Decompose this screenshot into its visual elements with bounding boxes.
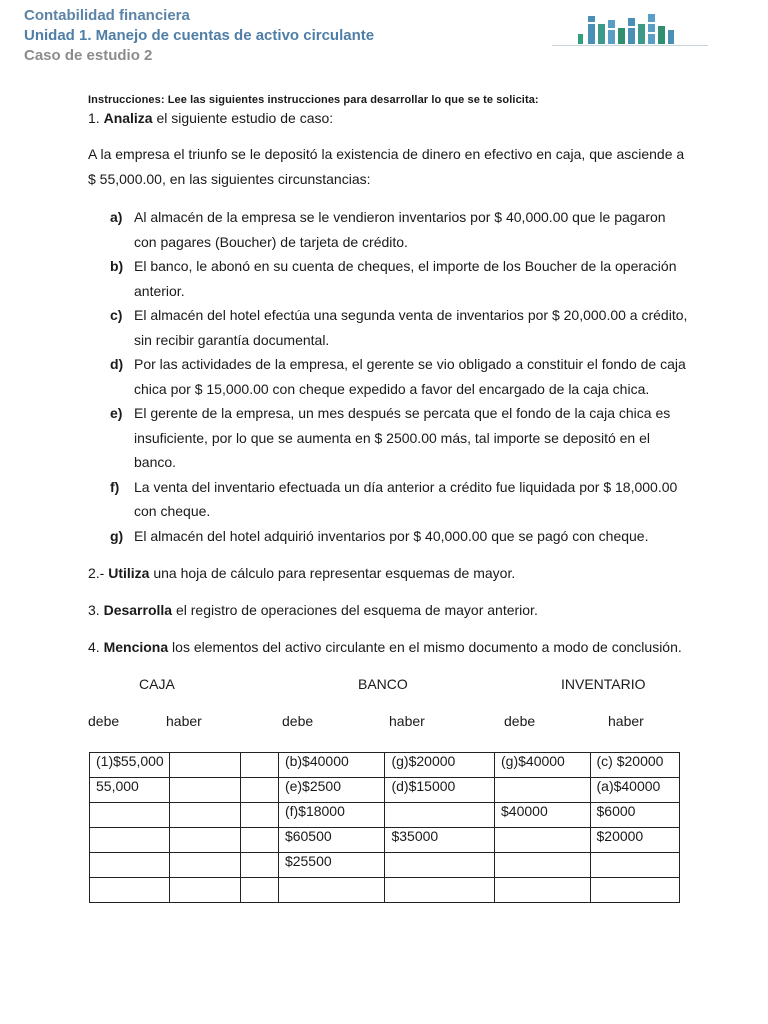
case-step [88,254,688,303]
question-1-verb: Analiza [103,110,153,126]
ledger-cell: 55,000 [90,778,170,803]
account-title-inventario: INVENTARIO [561,676,646,692]
case-step [88,401,688,475]
ledger-cell [90,853,170,878]
case-step-text: Al almacén de la empresa se le vendieron inventarios por $ 40,000.00 que le pagaron con pagares (Boucher) de tarjeta de crédito. [134,209,666,250]
case-step-label: e) [110,405,123,421]
case-step-text: El almacén del hotel efectúa una segunda venta de inventarios por $ 20,000.00 a crédito, sin recibir garantía documental. [134,307,688,348]
case-step-label: c) [110,307,123,323]
ledger-cell [240,753,278,778]
case-step-label: a) [110,209,123,225]
banco-debe-label: debe [282,713,314,729]
case-step-text: El banco, le abonó en su cuenta de cheques, el importe de los Boucher de la operación anterior. [134,258,677,299]
ledger-cell [385,803,495,828]
caja-haber-label: haber [166,713,202,729]
question-2-verb: Utiliza [108,565,150,581]
logo-bars-icon [552,10,708,50]
ledger-cell [170,828,240,853]
ledger-cell: (c) $20000 [590,753,680,778]
ledger-cell [495,778,590,803]
question-2-number: 2.- [88,565,105,581]
ledger-cell [495,878,590,903]
ledger-cell [170,878,240,903]
ledger-cell [90,803,170,828]
case-step [88,205,688,254]
ledger-cell [385,878,495,903]
case-step-label: b) [110,258,124,274]
case-step [88,524,688,549]
ledger-cell: (f)$18000 [278,803,385,828]
case-step [88,475,688,524]
ledger-cell [495,853,590,878]
ledger-cell [385,853,495,878]
ledger-cell [278,878,385,903]
ledger-cell: $60500 [278,828,385,853]
question-3-number: 3. [88,602,100,618]
unit-title: Unidad 1. Manejo de cuentas de activo circulante [24,27,375,44]
document-body [88,92,688,660]
question-1-number: 1. [88,110,100,126]
header-rule [552,45,708,46]
ledger-cell [495,828,590,853]
ledger-cell: (b)$40000 [278,753,385,778]
case-step-text: El almacén del hotel adquirió inventarios por $ 40,000.00 que se pagó con cheque. [134,527,649,544]
question-3 [88,598,688,623]
ledger-cell [240,828,278,853]
ledger-cell: $25500 [278,853,385,878]
ledger-cell [240,803,278,828]
ledger-cell [170,803,240,828]
account-title-banco: BANCO [358,676,408,692]
question-2 [88,561,688,586]
ledger-cell [90,878,170,903]
ledger-cell: $6000 [590,803,680,828]
ledger-cell [170,753,240,778]
ledger-cell: (g)$40000 [495,753,590,778]
case-step-text: La venta del inventario efectuada un día anterior a crédito fue liquidada por $ 18,000.00 con cheque. [134,478,678,519]
case-step-text: El gerente de la empresa, un mes después se percata que el fondo de la caja chica es insuficiente, por lo que se aumenta en $ 2500.00 más, tal importe se depositó en el banco. [134,405,671,470]
banco-haber-label: haber [389,713,425,729]
document-header [24,6,374,66]
question-4-number: 4. [88,639,100,655]
question-4 [88,635,688,660]
question-1 [88,108,688,128]
ledger-cell [590,853,680,878]
ledger-cell: $20000 [590,828,680,853]
ledger-row [90,828,680,853]
question-3-text: el registro de operaciones del esquema de mayor anterior. [175,602,538,618]
case-step-label: g) [110,527,124,544]
case-step-text: Por las actividades de la empresa, el gerente se vio obligado a constituir el fondo de caja chica por $ 15,000.00 con cheque expedido a favor del encargado de la caja chica. [134,356,686,397]
case-step [88,352,688,401]
question-4-verb: Menciona [103,639,169,655]
account-title-caja: CAJA [139,676,175,692]
ledger-cell [170,853,240,878]
case-steps-list [88,205,688,548]
ledger-row [90,803,680,828]
case-step-label: d) [110,356,124,372]
ledger-row [90,853,680,878]
course-title: Contabilidad financiera [24,7,190,24]
case-title: Caso de estudio 2 [24,47,153,64]
ledger-cell [240,853,278,878]
inventario-haber-label: haber [608,713,644,729]
ledger-cell: $35000 [385,828,495,853]
question-3-verb: Desarrolla [103,602,173,618]
ledger-cell: (g)$20000 [385,753,495,778]
ledger-row [90,778,680,803]
question-4-text: los elementos del activo circulante en el mismo documento a modo de conclusión. [172,639,682,655]
ledger-table [89,752,680,903]
case-step-label: f) [110,478,120,495]
ledger-cell [590,878,680,903]
ledger-cell [170,778,240,803]
ledger-cell: (1)$55,000 [90,753,170,778]
inventario-debe-label: debe [504,713,536,729]
ledger-cell [90,828,170,853]
ledger-table-body [90,753,680,903]
ledger-cell: (e)$2500 [278,778,385,803]
ledger-cell [240,878,278,903]
ledger-cell: $40000 [495,803,590,828]
ledger-row [90,878,680,903]
ledger-row [90,753,680,778]
ledger-cell: (a)$40000 [590,778,680,803]
case-step [88,303,688,352]
instructions: Instrucciones: Lee las siguientes instrucciones para desarrollar lo que se te solicita: [88,94,539,106]
ledger-cell: (d)$15000 [385,778,495,803]
question-1-text: el siguiente estudio de caso: [156,110,334,126]
question-2-text: una hoja de cálculo para representar esquemas de mayor. [153,565,516,581]
case-intro: A la empresa el triunfo se le depositó la existencia de dinero en efectivo en caja, que asciende a $ 55,000.00, en las siguientes circunstancias: [88,146,685,187]
ledger-cell [240,778,278,803]
caja-debe-label: debe [88,713,120,729]
